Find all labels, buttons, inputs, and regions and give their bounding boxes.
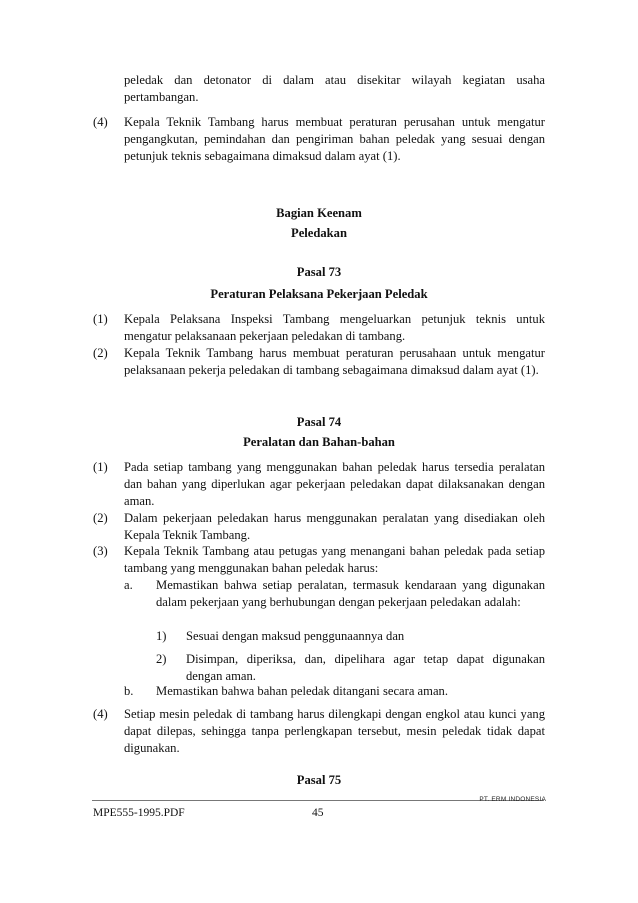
list-number: 1) — [156, 629, 167, 643]
paragraph-number: (4) — [93, 707, 108, 721]
article-number: Pasal 73 — [296, 265, 342, 279]
paragraph-text: Dalam pekerjaan peledakan harus menggunakan peralatan yang disediakan oleh Kepala Teknik Tambang. — [124, 511, 545, 542]
paragraph-item — [93, 510, 545, 544]
list-item — [124, 683, 545, 700]
paragraph-text: Kepala Teknik Tambang harus membuat peraturan perusahaan untuk mengatur pelaksanaan pekerja peledakan di tambang sebagaimana dimaksud dalam ayat (1). — [124, 346, 545, 377]
paragraph-text: Kepala Teknik Tambang atau petugas yang menangani bahan peledak pada setiap tambang yang menggunakan bahan peledak harus: — [124, 544, 545, 575]
list-text: Sesuai dengan maksud penggunaannya dan — [186, 629, 405, 643]
paragraph-item — [93, 311, 545, 345]
paragraph-item — [93, 114, 545, 165]
paragraph-number: (2) — [93, 346, 108, 360]
list-item — [156, 628, 545, 645]
paragraph-text: Kepala Teknik Tambang harus membuat peraturan perusahan untuk mengatur pengangkutan, pemindahan dan pengiriman bahan peledak yang sesuai dengan petunjuk teknis sebagaimana dimaksud dalam ayat (1). — [124, 115, 545, 163]
paragraph-text: Kepala Pelaksana Inspeksi Tambang mengeluarkan petunjuk teknis untuk mengatur pelaksanaan pekerjaan peledakan di tambang. — [124, 312, 545, 343]
paragraph-item — [93, 543, 545, 577]
footer-company: PT. ERM INDONESIA — [479, 796, 546, 803]
continuation-paragraph: peledak dan detonator di dalam atau disekitar wilayah kegiatan usaha pertambangan. — [124, 73, 545, 104]
paragraph-number: (3) — [93, 544, 108, 558]
list-letter: a. — [124, 578, 133, 592]
paragraph-number: (2) — [93, 511, 108, 525]
paragraph-number: (4) — [93, 115, 108, 129]
section-heading: Bagian Keenam — [276, 206, 362, 220]
list-letter: b. — [124, 684, 134, 698]
article-title: Peraturan Pelaksana Pekerjaan Peledak — [210, 287, 428, 301]
list-text: Disimpan, diperiksa, dan, dipelihara agar tetap dapat digunakan dengan aman. — [186, 652, 545, 683]
article-title: Peralatan dan Bahan-bahan — [243, 435, 395, 449]
article-number: Pasal 74 — [296, 415, 342, 429]
section-subheading: Peledakan — [291, 226, 347, 240]
list-number: 2) — [156, 652, 167, 666]
paragraph-number: (1) — [93, 312, 108, 326]
list-item — [156, 651, 545, 685]
paragraph-text: Pada setiap tambang yang menggunakan bahan peledak harus tersedia peralatan dan bahan yang diperlukan agar pekerjaan peledakan dapat dilaksanakan dengan aman. — [124, 460, 545, 508]
article-number: Pasal 75 — [296, 773, 342, 787]
paragraph-text: Setiap mesin peledak di tambang harus dilengkapi dengan engkol atau kunci yang dapat dilepas, sehingga tanpa perlengkapan tersebut, mesin peledak tidak dapat digunakan. — [124, 707, 545, 755]
list-text: Memastikan bahwa setiap peralatan, termasuk kendaraan yang digunakan dalam pekerjaan yang berhubungan dengan pekerjaan peledakan adalah: — [156, 578, 545, 609]
paragraph-item — [93, 459, 545, 510]
list-item — [124, 577, 545, 611]
paragraph-number: (1) — [93, 460, 108, 474]
paragraph-item — [93, 706, 545, 757]
paragraph-item — [93, 345, 545, 379]
page-number: 45 — [312, 807, 324, 819]
list-text: Memastikan bahwa bahan peledak ditangani secara aman. — [156, 684, 448, 698]
footer-filename: MPE555-1995.PDF — [93, 807, 185, 819]
